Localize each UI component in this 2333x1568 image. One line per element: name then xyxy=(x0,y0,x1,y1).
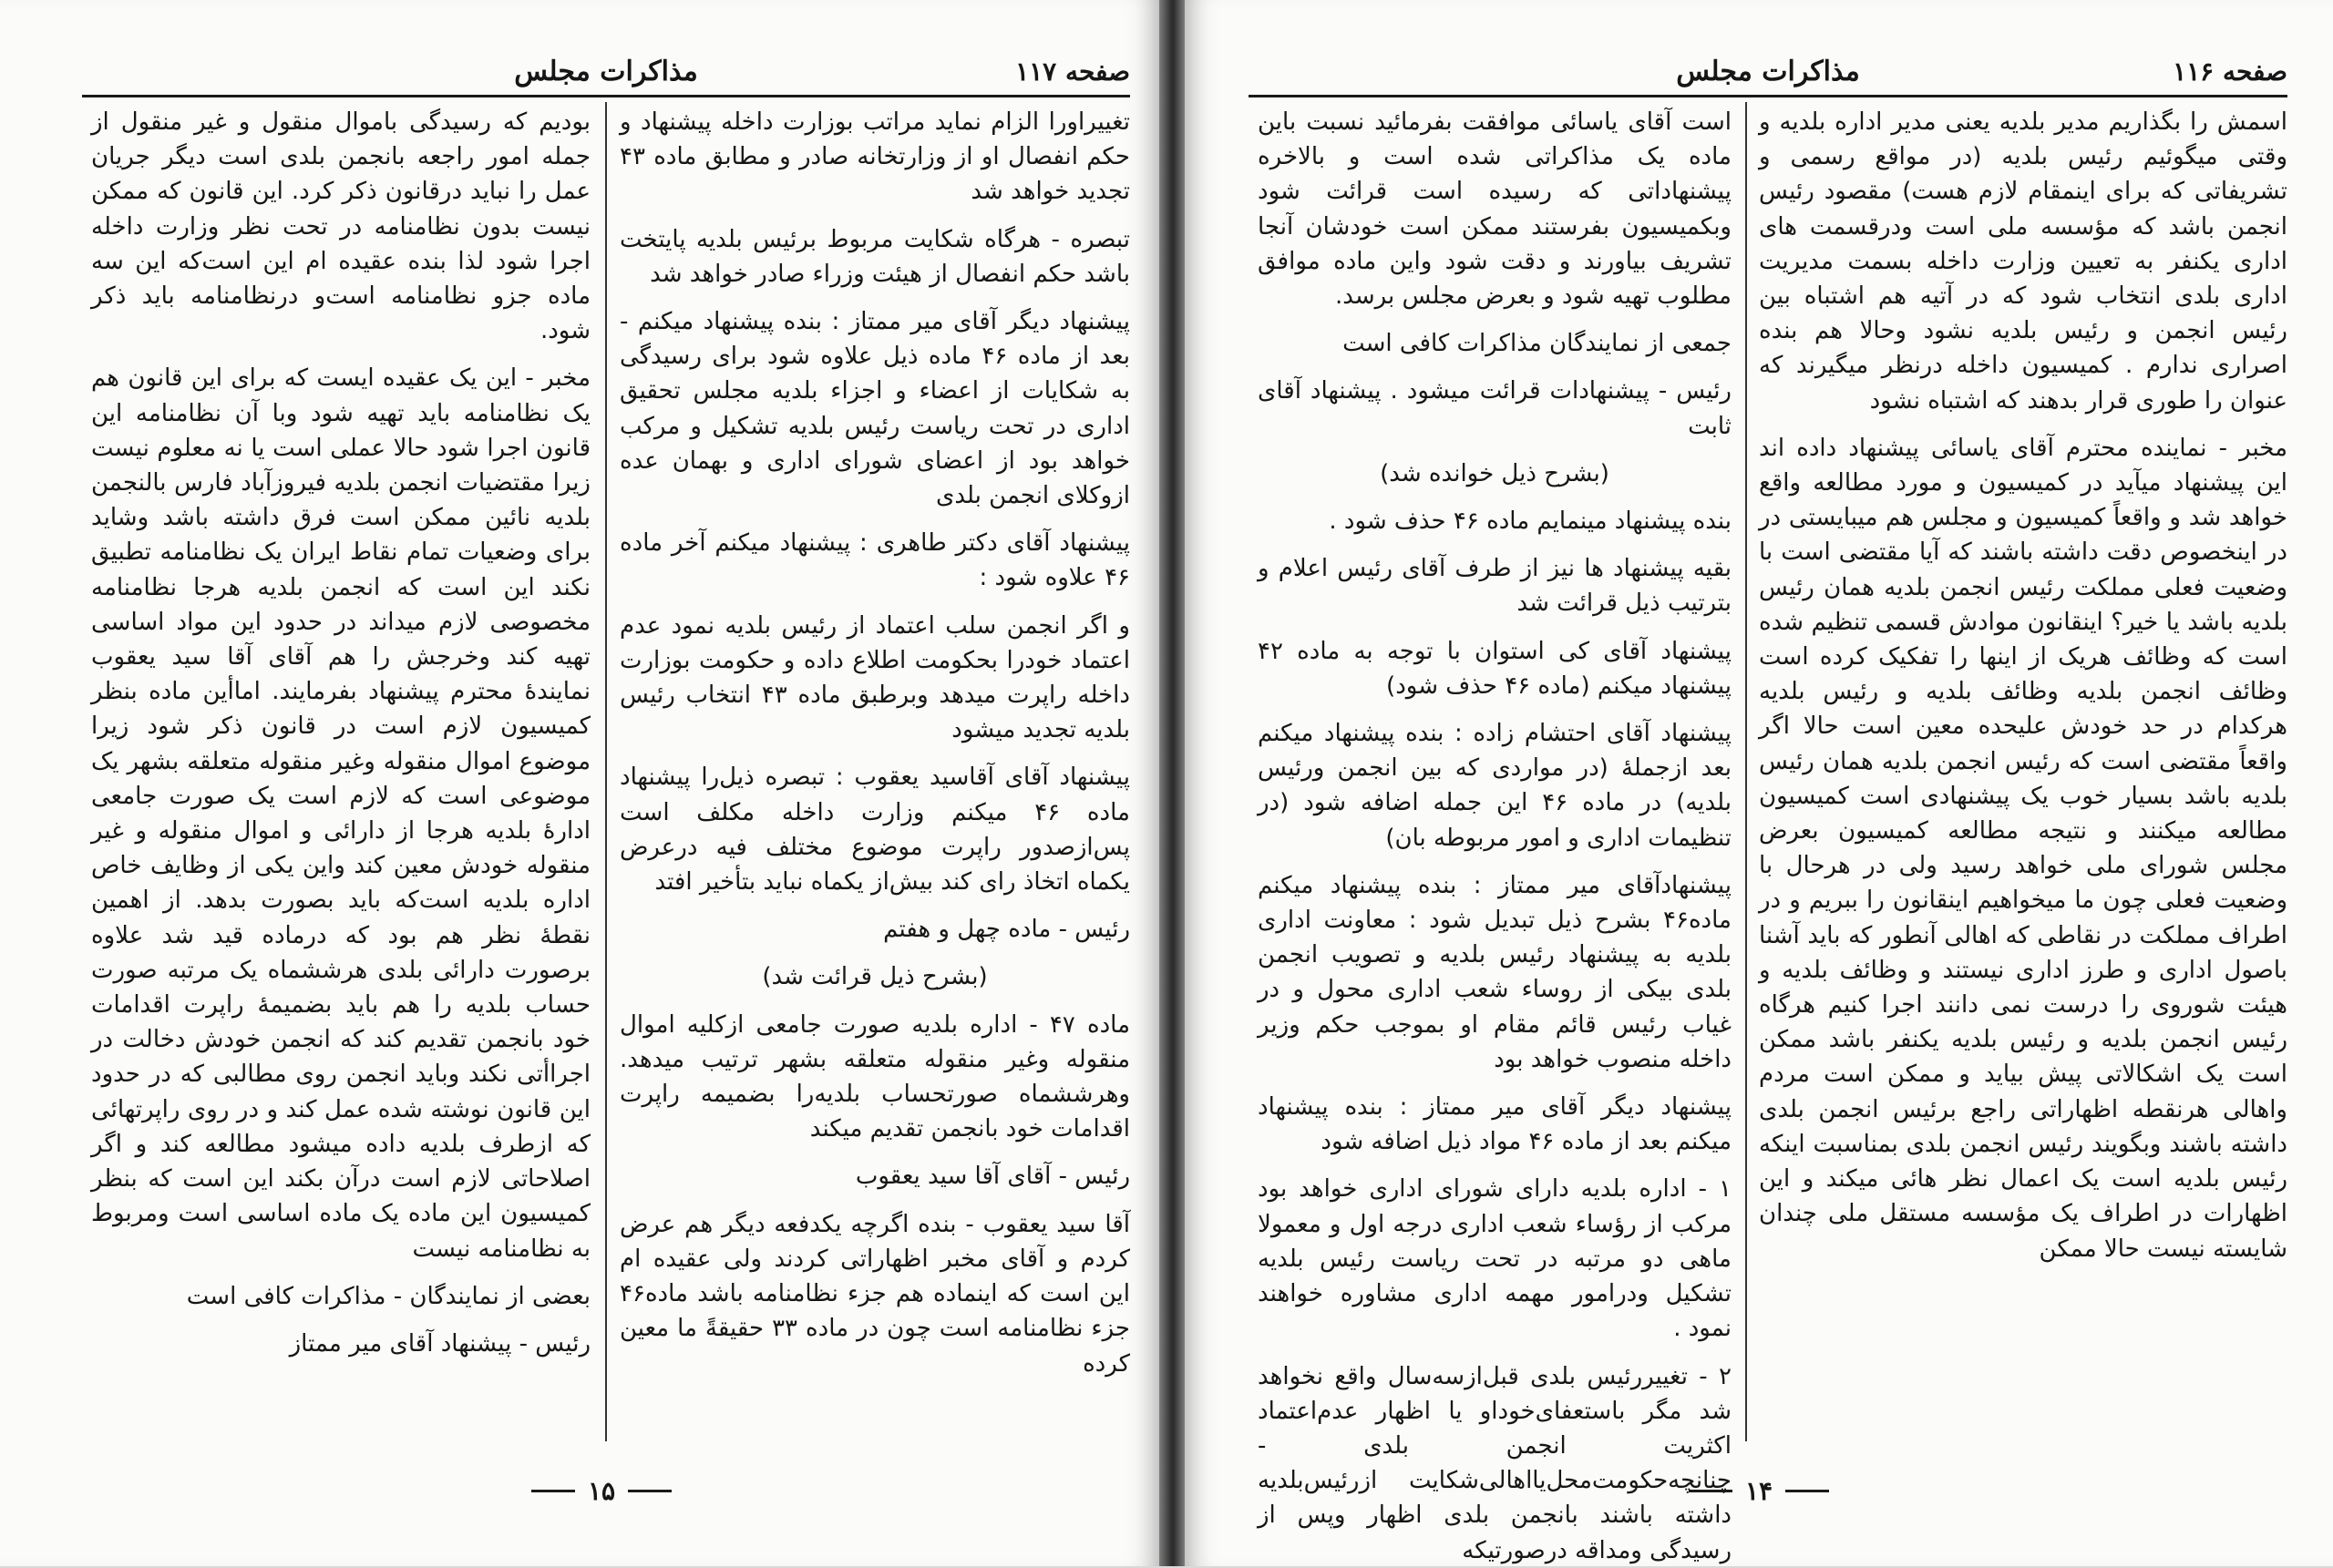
paragraph: است آقای یاسائی موافقت بفرمائید نسبت باین ماده یک مذاکراتی شده است و بالاخره پیشنهاداتی که رسیده است قرائت شود وبکمیسیون بفرستند ممکن است خودشان آنجا تشریف بیاورند و دقت شود واین ماده موافق مطلوب تهیه شود و بعرض مجلس برسد. xyxy=(1258,108,1732,311)
left-page-header xyxy=(82,53,1130,89)
paragraph: پیشنهاد آقای احتشام زاده : بنده پیشنهاد میکنم بعد ازجملهٔ (در مواردی که بین انجمن ورئیس بلدیه) در ماده ۴۶ این جمله اضافه شود (در تنظیمات اداری و امور مربوطه بان) xyxy=(1258,720,1732,852)
paragraph: پیشنهاد آقای دکتر طاهری : پیشنهاد میکنم آخر ماده ۴۶ علاوه شود : xyxy=(620,529,1130,592)
right-column-divider xyxy=(1745,102,1747,1441)
paragraph: رئیس - آقای آقا سید یعقوب xyxy=(855,1163,1130,1191)
left-page-label: صفحه ۱۱۷ xyxy=(1015,56,1130,87)
right-page-label: صفحه ۱۱۶ xyxy=(2173,56,2287,87)
paragraph: رئیس - پیشنهاد آقای میر ممتاز xyxy=(289,1329,591,1358)
paragraph: رئیس - پیشنهادات قرائت میشود . پیشنهاد آقای ثابت xyxy=(1258,377,1732,440)
footer-dash xyxy=(1689,1490,1732,1492)
footer-dash xyxy=(628,1490,672,1492)
paragraph: ۲ - تغییررئیس بلدی قبل‌ازسه‌سال واقع نخواهد شد مگر باستعفای‌خوداو یا اظهار عدم‌اعتماد اکثریت انجمن بلدی - چنانچه‌حکومت‌محل‌یااهالی‌شکایت ازرئیس‌بلدیه داشته باشند بانجمن بلدی اظهار وپس از رسیدگی ومداقه درصورتیکه xyxy=(1258,1362,1732,1564)
paragraph: اسمش را بگذاریم مدیر بلدیه یعنی مدیر اداره بلدیه و وقتی میگوئیم رئیس بلدیه (در مواقع رسمی و تشریفاتی که برای اینمقام لازم هست) مقصود رئیس انجمن باشد که مؤسسه ملی است ودرقسمت های اداری یکنفر به تعیین وزارت داخله بسمت مدیریت اداری بلدی انتخاب شود که در آتیه هم اشتباه بین رئیس انجمن و رئیس بلدیه نشود وحالا هم بنده اصراری ندارم . کمیسیون داخله درنظر میگیرند که عنوان را طوری قرار بدهند که اشتباه نشود xyxy=(1759,108,2287,415)
paragraph: آقا سید یعقوب - بنده اگرچه یکدفعه دیگر هم عرض کردم و آقای مخبر اظهاراتی کردند ولی عقیده ام این است که اینماده هم جزء نظامنامه باشد ماده۴۶ جزء نظامنامه است چون در ماده ۳۳ حقیقةً ما معین کرده xyxy=(620,1210,1130,1378)
paragraph: پیشنهاد آقای کی استوان با توجه به ماده ۴۲ پیشنهاد میکنم (ماده ۴۶ حذف شود) xyxy=(1258,637,1732,700)
paragraph: و اگر انجمن سلب اعتماد از رئیس بلدیه نمود عدم اعتماد خودرا بحکومت اطلاع داده و حکومت بوزارت داخله راپرت میدهد وبرطبق ماده ۴۳ انتخاب رئیس بلدیه تجدید میشود xyxy=(620,611,1130,744)
left-page-number: ۱۵ xyxy=(587,1475,616,1506)
left-page-right-column xyxy=(620,105,1130,1462)
right-header-rule xyxy=(1249,95,2287,97)
paragraph: جمعی از نمایندگان مذاکرات کافی است xyxy=(1342,330,1732,358)
paragraph: بقیه پیشنهاد ها نیز از طرف آقای رئیس اعلام و بترتیب ذیل قرائت شد xyxy=(1258,555,1732,618)
right-page-right-column xyxy=(1759,105,2287,1462)
footer-dash xyxy=(531,1490,575,1492)
book-gutter xyxy=(1159,0,1185,1566)
right-page-left-column xyxy=(1258,105,1732,1564)
paragraph: پیشنهاد آقای آقاسید یعقوب : تبصره ذیل‌را پیشنهاد ماده ۴۶ میکنم وزارت داخله مکلف است پس‌ازصدور راپرت موضوع مختلف فیه درعرض یکماه اتخاذ رای کند بیش‌از یکماه نباید بتأخیر افتد xyxy=(620,764,1130,897)
paragraph: پیشنهاد دیگر آقای میر ممتاز : بنده پیشنهاد میکنم - بعد از ماده ۴۶ ماده ذیل علاوه شود برای رسیدگی به شکایات از اعضاء و اجزاء بلدیه مجلس تحقیق اداری در تحت ریاست رئیس بلدیه تشکیل و مرکب خواهد بود از اعضای شورای اداری و بهمان عده ازوکلای انجمن بلدی xyxy=(620,308,1130,510)
paragraph: بودیم که رسیدگی باموال منقول و غیر منقول از جمله امور راجعه بانجمن بلدی است دیگر جریان عمل را نباید درقانون ذکر کرد. این قانون که ممکن نیست بدون نظامنامه در تحت نظر وزارت داخله اجرا شود لذا بنده عقیده ام این است‌که این سه ماده جزو نظامنامه است‌و درنظامنامه باید ذکر شود. xyxy=(91,108,591,345)
paragraph: رئیس - ماده چهل و هفتم xyxy=(883,916,1130,944)
paragraph: تبصره - هرگاه شکایت مربوط برئیس بلدیه پایتخت باشد حکم انفصال از هیئت وزراء صادر خواهد شد xyxy=(620,225,1130,288)
left-page xyxy=(0,0,1159,1566)
paragraph: ۱ - اداره بلدیه دارای شورای اداری خواهد بود مرکب از رؤساء شعب اداری درجه اول و معمولا ماهی دو مرتبه در تحت ریاست رئیس بلدیه تشکیل ودرامور مهمه اداری مشاوره خواهند نمود . xyxy=(1258,1175,1732,1343)
paragraph: ماده ۴۷ - اداره بلدیه صورت جامعی ازکلیه اموال منقوله وغیر منقوله متعلقه بشهر ترتیب میدهد. وهرششماه صورتحساب بلدیه‌را بضمیمه راپرت اقدامات خود بانجمن تقدیم میکند xyxy=(620,1010,1130,1143)
paragraph: مخبر - این یک عقیده ایست که برای این قانون هم یک نظامنامه باید تهیه شود وبا آن نظامنامه این قانون اجرا شود حالا عملی است یا نه معلوم نیست زیرا مقتضیات انجمن بلدیه فیروزآباد فارس بالنجمن بلدیه نائین ممکن است فرق داشته باشد وشاید برای وضعیات تمام نقاط ایران یک نظامنامه تطبیق نکند این است که انجمن بلدیه هرجا نظامنامه مخصوصی لازم میداند در حدود این مواد اساسی تهیه کند وخرجش را هم آقای آقا سید یعقوب نمایندهٔ محترم پیشنهاد بفرمایند. اماأین ماده بنظر کمیسیون لازم است در قانون ذکر شود زیرا موضوع اموال منقوله وغیر منقوله متعلقه بشهر یک موضوعی است که لازم است یک صورت جامعی ادارهٔ بلدیه هرجا از دارائی و اموال منقوله و غیر منقوله خودش معین کند واین یکی از وظایف خاص اداره بلدیه است‌که باید بصورت بدهد. از اهمین نقطهٔ نظر هم بود که درماده قید شد علاوه برصورت دارائی بلدی هرششماه یک مرتبه صورت حساب بلدیه را هم باید بضمیمهٔ راپرت اقدامات خود بانجمن تقدیم کند که انجمن خودش دخالت در اجراأتی نکند وباید انجمن روی مطالبی که در حدود این قانون نوشته شده عمل کند و در روی راپرتهائی که ازطرف بلدیه داده میشود مطالعه کند و اگر اصلاحاتی لازم است درآن بکند این است که بنظر کمیسیون این ماده یک ماده اساسی است ومربوط به نظامنامه نیست xyxy=(91,364,591,1263)
right-page-footer xyxy=(1622,1472,1896,1509)
left-page-left-column xyxy=(91,105,591,1462)
paragraph: پیشنهاد دیگر آقای میر ممتاز : بنده پیشنهاد میکنم بعد از ماده ۴۶ مواد ذیل اضافه شود xyxy=(1258,1093,1732,1156)
left-column-divider xyxy=(605,102,607,1441)
paragraph: بعضی از نمایندگان - مذاکرات کافی است xyxy=(186,1282,591,1310)
paragraph: پیشنهادآقای میر ممتاز : بنده پیشنهاد میکنم ماده۴۶ بشرح ذیل تبدیل شود : معاونت اداری بلدیه به پیشنهاد رئیس بلدیه و تصویب انجمن بلدی بیکی از روساء شعب اداری محول و در غیاب رئیس قائم مقام او بموجب حکم وزیر داخله منصوب خواهد بود xyxy=(1258,871,1732,1073)
paragraph: بنده پیشنهاد مینمایم ماده ۴۶ حذف شود . xyxy=(1329,507,1732,536)
left-running-title: مذاکرات مجلس xyxy=(514,55,698,87)
footer-dash xyxy=(1785,1490,1829,1492)
right-page-number: ۱۴ xyxy=(1744,1475,1773,1506)
left-header-rule xyxy=(82,95,1130,97)
paragraph: (بشرح ذیل قرائت شد) xyxy=(762,963,988,991)
right-page-header xyxy=(1249,53,2287,89)
left-page-footer xyxy=(465,1472,738,1509)
right-running-title: مذاکرات مجلس xyxy=(1676,55,1860,87)
right-page xyxy=(1185,0,2333,1566)
paragraph: (بشرح ذیل خوانده شد) xyxy=(1380,459,1609,487)
paragraph: تغییراورا الزام نماید مراتب بوزارت داخله پیشنهاد و حکم انفصال او از وزارتخانه صادر و مطابق ماده ۴۳ تجدید خواهد شد xyxy=(620,108,1130,206)
paragraph: مخبر - نماینده محترم آقای یاسائی پیشنهاد داده اند این پیشنهاد میآید در کمیسیون و مورد مطالعه واقع خواهد شد و واقعاً کمیسیون و مجلس هم میبایستی در در اینخصوص دقت داشته باشند که آیا مقتضی است با وضعیت فعلی مملکت رئیس انجمن بلدیه همان رئیس بلدیه باشد یا خیر؟ اینقانون موادش قسمی تنظیم شده است که وظائف هریک از اینها را تفکیک کرده است وظائف انجمن بلدیه وظائف بلدیه و رئیس بلدیه هرکدام در حد خودش علیحده معین است حالا اگر واقعاً مقتضی است که رئیس انجمن بلدیه همان رئیس بلدیه باشد بسیار خوب یک پیشنهادی است کمیسیون مطالعه میکنند و نتیجه مطالعه کمیسیون بعرض مجلس شورای ملی خواهد رسید ولی در هرحال با وضعیت فعلی چون ما میخواهیم اینقانون را ببریم و در اطراف مملکت در نقاطی که اهالی آنطور که باید آشنا باصول اداری و طرز اداری نیستند و وظائف بلدیه و هیئت شوروی را درست نمی دانند اجرا کنیم هرگاه رئیس انجمن بلدیه و رئیس بلدیه یکنفر باشد ممکن است یک اشکالاتی پیش بیاید و ممکن است مردم واهالی هرنقطه اظهاراتی راجع برئیس انجمن بلدی داشته باشند وبگویند رئیس انجمن بلدی بمناسبت اینکه رئیس بلدیه است یک اعمال نظر هائی میکند و این اظهارات در اطراف یک مؤسسه مستقل ملی چندان شایسته نیست حالا ممکن xyxy=(1759,434,2287,1263)
